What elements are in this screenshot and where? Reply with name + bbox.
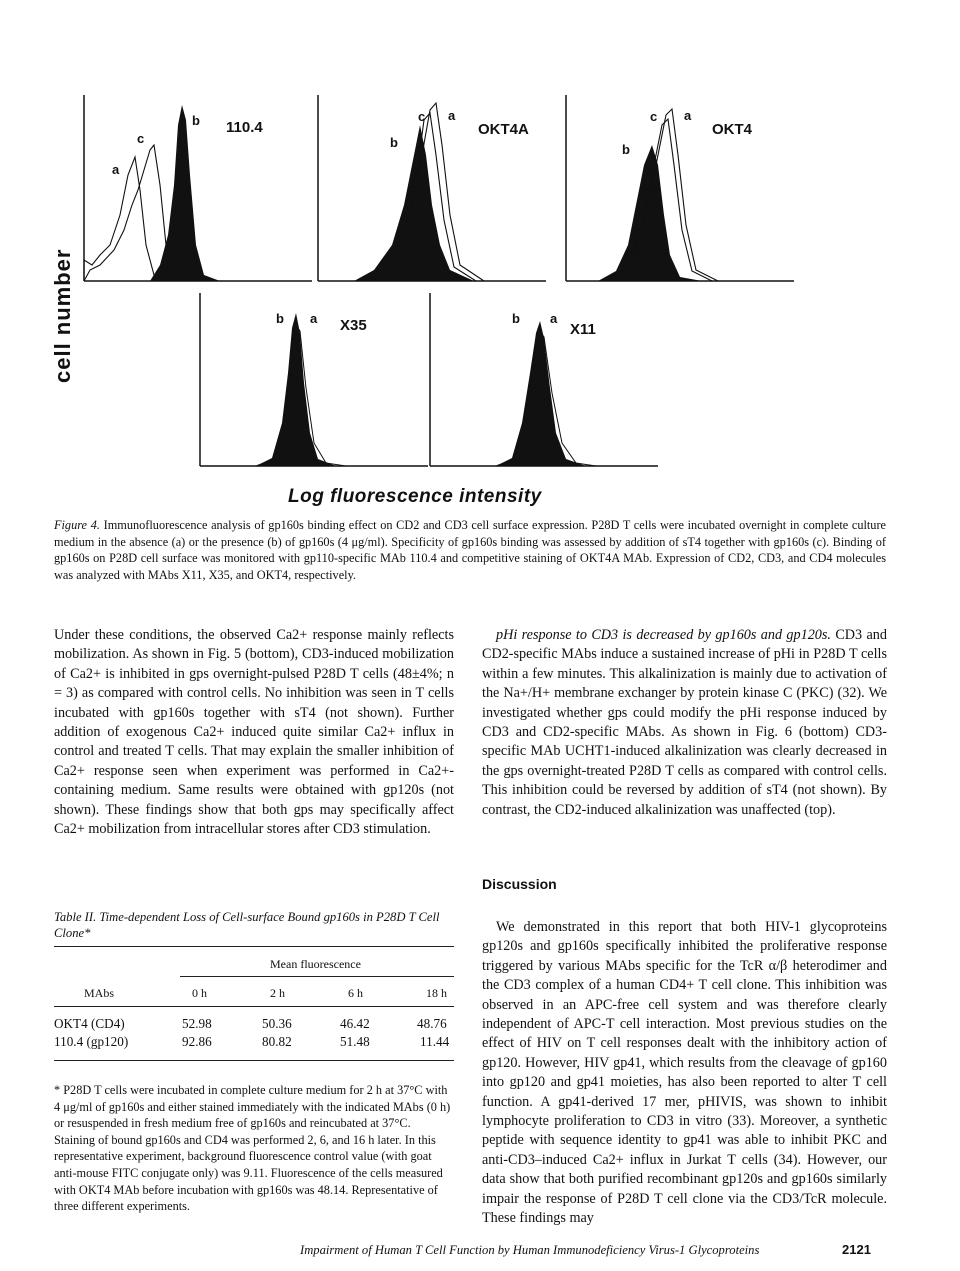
table-cell: 52.98: [182, 1016, 212, 1031]
panel-title-x35: X35: [340, 317, 367, 334]
table-col-header: 6 h: [348, 986, 363, 1000]
figure-y-axis-label: cell number: [50, 248, 75, 383]
table-cell: 46.42: [340, 1016, 370, 1031]
right-column-text: CD3 and CD2-specific MAbs induce a sustained increase of pHi in P28D T cells within a few minutes. This alkalinization is mainly due to activation of the Na+/H+ membrane exchanger by protein kinase C (PKC) (32). We investigated whether gps could modify the pHi response induced by CD3 and CD2-specific MAbs. As shown in Fig. 6 (bottom) CD3-specific MAb UCHT1-induced alkalinization was clearly decreased in the gps overnight-treated P28D T cells as compared with control cells. This inhibition could be reversed by addition of sT4 (not shown). By contrast, the CD2-induced alkalinization was unaffected (top).: [482, 627, 887, 818]
left-column-paragraph: Under these conditions, the observed Ca2+ response mainly reflects mobilization. As shown in Fig. 5 (bottom), CD3-induced mobilization of Ca2+ is inhibited in gps overnight-pulsed P28D T cells (48±4%; n = 3) as compared with control cells. No inhibition was seen in T cells incubated with gp160s together with sT4 (not shown). Further addition of exogenous Ca2+ induced quite similar Ca2+ influx in control and treated T cells. That may explain the smaller inhibition of Ca2+ response seen when experiment was performed in Ca2+-containing medium. Same results were obtained with gp120s (not shown). These findings show that both gps may specifically affect Ca2+ mobilization from intracellular stores after CD3 stimulation.: [54, 627, 454, 838]
panel-title-x11: X11: [570, 321, 596, 338]
curve-label-a: a: [550, 311, 558, 326]
curve-label-c: c: [650, 109, 658, 124]
table-cell: 11.44: [420, 1034, 450, 1049]
table-cell: 51.48: [340, 1034, 370, 1049]
curve-label-b: b: [512, 311, 520, 326]
table-col-header: 2 h: [270, 986, 285, 1000]
caption-label: Figure 4.: [54, 518, 100, 532]
table-col-header: 0 h: [192, 986, 207, 1000]
caption-text: Immunofluorescence analysis of gp160s binding effect on CD2 and CD3 cell surface expression. P28D T cells were incubated overnight in complete culture medium in the absence (a) or the presence (b) of gp160s (4 μg/ml). Specificity of gp160s binding was assessed by addition of sT4 together with gp160s (c). Binding of gp160s on P28D cell surface was monitored with gp110-specific MAb 110.4 and competitive staining of OKT4A MAb. Expression of CD2, CD3, and CD4 molecules was analyzed with MAbs X11, X35, and OKT4, respectively.: [54, 518, 887, 582]
table-top-rule: [54, 946, 454, 947]
curve-label-b: b: [276, 311, 284, 326]
curve-label-a: a: [310, 311, 318, 326]
histogram-panel-okt4: [562, 95, 802, 295]
curve-label-b: b: [390, 135, 398, 150]
table-group-rule: [180, 976, 454, 977]
figure-x-axis-label: Log fluorescence intensity: [288, 486, 542, 507]
figure-caption: [54, 517, 886, 583]
table-cell: 48.76: [417, 1016, 447, 1031]
table-bottom-rule: [54, 1060, 454, 1061]
histogram-panel-x11: [426, 293, 666, 478]
run-in-heading: pHi response to CD3 is decreased by gp160s and gp120s.: [496, 627, 831, 643]
section-heading-discussion: Discussion: [482, 876, 557, 892]
table-cell: 92.86: [182, 1034, 212, 1049]
histogram-okt4: [562, 95, 802, 290]
page-number: 2121: [842, 1242, 871, 1257]
table-cell: 80.82: [262, 1034, 292, 1049]
table-cell: 110.4 (gp120): [54, 1034, 129, 1049]
panel-title-okt4: OKT4: [712, 121, 753, 138]
histogram-panel-x35: [196, 293, 436, 478]
table-header-rule: [54, 1006, 454, 1007]
panel-title-okt4a: OKT4A: [478, 121, 529, 138]
table-footnote: * P28D T cells were incubated in complete culture medium for 2 h at 37°C with 4 μg/ml of gp160s and either stained immediately with the indicated MAbs (0 h) or resuspended in fresh medium free of gp160s and reincubated at 37°C. Staining of bound gp160s and CD4 was performed 2, 6, and 16 h later. In this representative experiment, background fluorescence control value (with goat anti-mouse FITC conjugate only) was 9.11. Fluorescence of the cells measured with OKT4 MAb before incubation with gp160s was 48.14. Representative of three different experiments.: [54, 1083, 451, 1214]
panel-title-110-4: 110.4: [226, 119, 263, 136]
running-footer: Impairment of Human T Cell Function by Human Immunodeficiency Virus-1 Glycoproteins: [300, 1243, 760, 1257]
curve-label-a: a: [112, 162, 120, 177]
table-caption: Table II. Time-dependent Loss of Cell-surface Bound gp160s in P28D T Cell Clone*: [54, 910, 440, 940]
table-group-header: Mean fluorescence: [270, 957, 361, 971]
table-cell: 50.36: [262, 1016, 292, 1031]
histogram-panel-110-4: [80, 95, 320, 295]
histogram-panel-okt4a: [314, 95, 554, 295]
curve-label-c: c: [418, 109, 426, 124]
right-column-paragraph: [482, 626, 887, 820]
table-col-header: MAbs: [84, 986, 115, 1000]
histogram-x11: [426, 293, 666, 473]
curve-label-b: b: [192, 113, 200, 128]
discussion-paragraph: We demonstrated in this report that both HIV-1 glycoproteins gp120s and gp160s specifically inhibited the proliferative response triggered by various MAbs specific for the TcR α/β heterodimer and the CD3 complex of a human CD4+ T cell clone. This inhibition was observed in an APC-free cell system and was therefore clearly independent of APC-T cell interaction. Most previous studies on the effect of HIV on T cell responses dealt with the inhibitory action of gp120. However, HIV gp41, which results from the cleavage of gp160 into gp120 and gp41 moieties, has also been reported to alter T cell function. A gp41-derived 17 mer, pHIVIS, was shown to inhibit lymphocyte proliferation to CD3 in vitro (33). Moreover, a synthetic peptide with sequence identity to gp41 was able to inhibit PKC and anti-CD3–induced Ca2+ influx in Jurkat T cells (34). However, our data show that both purified recombinant gp120s and gp160s similarly impair the response of P28D T cell clone via the CD3/TcR molecule. These findings may: [482, 919, 887, 1227]
curve-label-a: a: [448, 108, 456, 123]
curve-label-c: c: [137, 131, 145, 146]
table-cell: OKT4 (CD4): [54, 1016, 125, 1031]
curve-label-a: a: [684, 108, 692, 123]
table-col-header: 18 h: [426, 986, 447, 1000]
histogram-110-4: [80, 95, 320, 290]
curve-label-b: b: [622, 142, 630, 157]
